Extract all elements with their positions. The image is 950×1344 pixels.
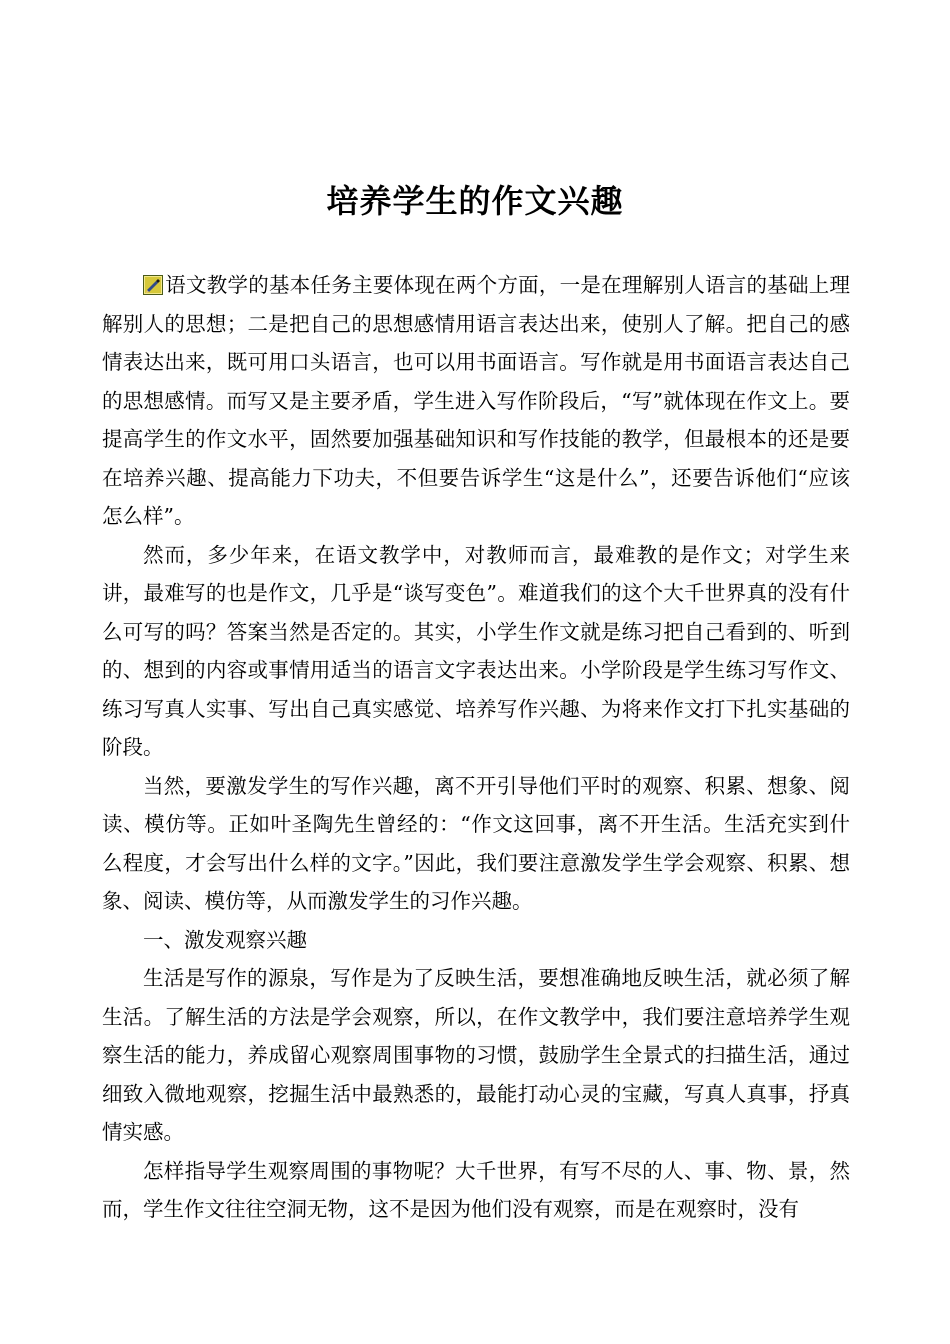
paragraph-5: 生活是写作的源泉，写作是为了反映生活，要想准确地反映生活，就必须了解生活。了解生活的方法是学会观察，所以，在作文教学中，我们要注意培养学生观察生活的能力，养成留心观察周围事物的习惯，鼓励学生全景式的扫描生活，通过细致入微地观察，挖掘生活中最熟悉的，最能打动心灵的宝藏，写真人真事，抒真情实感。 (102, 966, 850, 1144)
section-heading-observation: 一、激发观察兴趣 (143, 927, 307, 952)
note-icon (143, 275, 163, 295)
paragraph-1 (102, 266, 850, 536)
document-body (102, 266, 850, 1229)
paragraph-2: 然而，多少年来，在语文教学中，对教师而言，最难教的是作文；对学生来讲，最难写的也是作文，几乎是“谈写变色”。难道我们的这个大千世界真的没有什么可写的吗？答案当然是否定的。其实，小学生作文就是练习把自己看到的、听到的、想到的内容或事情用适当的语言文字表达出来。小学阶段是学生练习写作文、练习写真人实事、写出自己真实感觉、培养写作兴趣、为将来作文打下扎实基础的阶段。 (102, 542, 850, 759)
document-title: 培养学生的作文兴趣 (326, 182, 624, 220)
paragraph-3: 当然，要激发学生的写作兴趣，离不开引导他们平时的观察、积累、想象、阅读、模仿等。正如叶圣陶先生曾经的：“作文这回事，离不开生活。生活充实到什么程度，才会写出什么样的文字。”因此，我们要注意激发学生学会观察、积累、想象、阅读、模仿等，从而激发学生的习作兴趣。 (102, 773, 850, 913)
paragraph-6: 怎样指导学生观察周围的事物呢？大千世界，有写不尽的人、事、物、景，然而，学生作文往往空洞无物，这不是因为他们没有观察，而是在观察时，没有 (102, 1158, 850, 1221)
paragraph-text: 语文教学的基本任务主要体现在两个方面，一是在理解别人语言的基础上理解别人的思想；二是把自己的思想感情用语言表达出来，使别人了解。把自己的感情表达出来，既可用口头语言，也可以用书面语言。写作就是用书面语言表达自己的思想感情。而写又是主要矛盾，学生进入写作阶段后，“写”就体现在作文上。要提高学生的作文水平，固然要加强基础知识和写作技能的教学，但最根本的还是要在培养兴趣、提高能力下功夫，不但要告诉学生“这是什么”，还要告诉他们“应该怎么样”。 (102, 273, 850, 528)
